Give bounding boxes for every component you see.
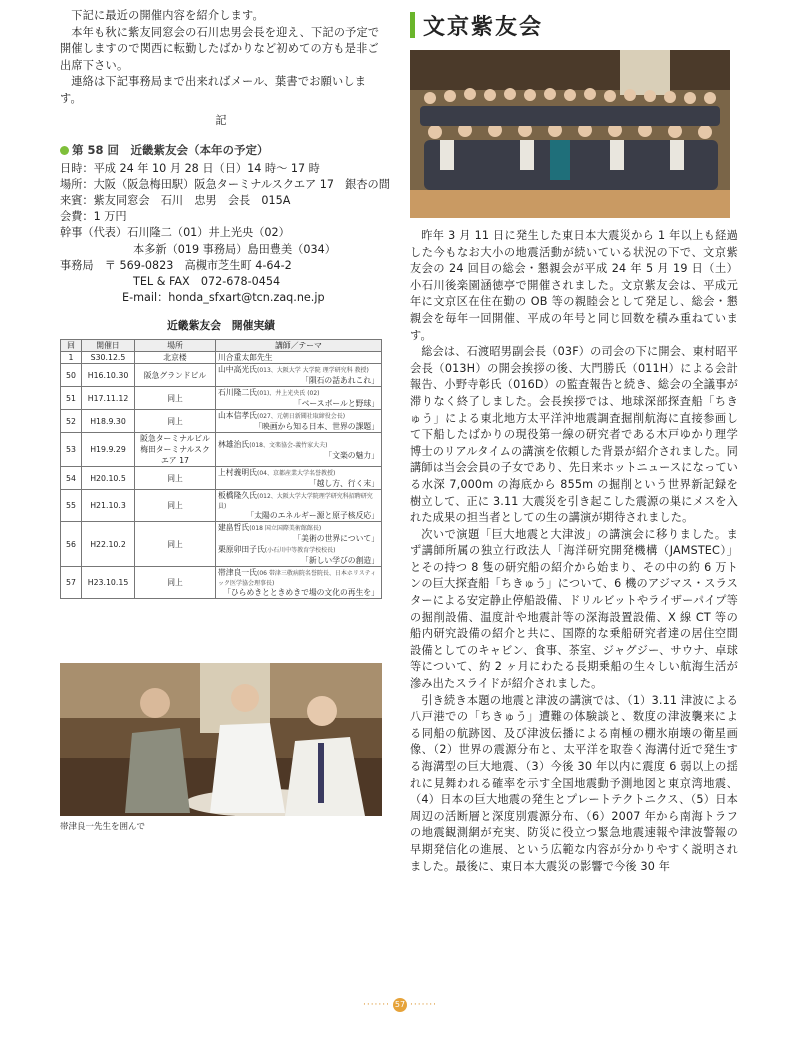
cell-speaker: [216, 490, 382, 522]
article-paragraph-2: 総会は、石渡昭男副会長（03F）の司会の下に開会、東村昭平会長（013H）の開会挨拶の後、大門勝氏（011H）による会計報告、小野寺彰氏（016D）の監査報告と続き、総会の全議事が滞りなく終了しました。会長挨拶では、地球深部探査船「ちきゅう」による東北地方太平洋沖地震調査掘削航海に直接参画して下船したばかりの現役第一線の研究者である木戸ゆかり理学博士のリアルタイムの講演を依頼した背景が紹介されました。同講師は当会会員の子女であり、先日来ホットニュースになっている水深 7,000m の海底から 855m の掘削という世界新記録を樹立して、正に 3.11 大震災を引き起こした震源の巣にメスを入れた成果の担当者としての生の講演が期待されました。: [410, 345, 738, 525]
speaker-note: (01)、井上光央氏 (02): [256, 390, 320, 398]
cell-speaker: [216, 433, 382, 467]
cell-speaker: [216, 467, 382, 490]
speaker-name: 帯津良一氏: [218, 568, 257, 578]
speaker-name: 川合重太郎先生: [218, 353, 273, 363]
article-paragraph-1: 昨年 3 月 11 日に発生した東日本大震災から 1 年以上も経過した今もなお大小の地震活動が続いている状況の下で、文京紫友会の 24 回目の総会・懇親会が平成 24 年 5 月 19 日（土）小石川後楽園涵徳亭で開催されました。文京紫友会は、平成元年に文京区在住在勤の OB 等の親睦会として発足し、総会・懇親会を毎年一回開催、平成の年号と同じ回数を積み重ねています。: [410, 229, 738, 342]
table-row: [61, 387, 382, 410]
cell-date: H18.9.30: [82, 410, 135, 433]
cell-place: 同上: [135, 567, 216, 599]
event-guest: 来賓：紫友同窓会 石川 忠男 会長 015A: [60, 193, 291, 207]
history-table: [60, 339, 382, 599]
left-column: [60, 8, 390, 599]
speaker-theme: 「ベースボールと野球」: [293, 399, 379, 409]
cell-place: 同上: [135, 467, 216, 490]
cell-speaker: [216, 522, 382, 567]
speaker-note: (013、大阪大学 大学院 理学研究科 教授): [256, 367, 369, 375]
col-header-place: 場所: [135, 340, 216, 352]
cell-place: 阪急ターミナルビル 梅田ターミナルスクエア 17: [135, 433, 216, 467]
speaker-name-2: 栗原卯田子氏: [218, 545, 265, 555]
cell-speaker: [216, 567, 382, 599]
event-place: 場所：大阪（阪急梅田駅）阪急ターミナルスクエア 17 銀杏の間: [60, 177, 390, 191]
table-row: [61, 433, 382, 467]
table-row: [61, 364, 382, 387]
bullet-icon: [60, 146, 69, 155]
cell-place: 同上: [135, 410, 216, 433]
table-row: [61, 352, 382, 364]
speaker-theme: 「ひらめきとときめきで場の文化の再生を」: [223, 588, 379, 598]
speaker-note-2: (小石川中等教育学校校長): [264, 547, 336, 555]
page-number-value: 57: [393, 998, 407, 1012]
article-paragraph-3: 次いで演題「巨大地震と大津波」の講演会に移りました。まず講師所属の独立行政法人「海洋研究開発機構（JAMSTEC）」とその持つ 8 隻の研究船の紹介から始まり、その中の約 6 万トンの巨大探査船「ちきゅう」について、6 機のアジマス・スラスターによる安定静止停船設備、ドリルビットやライザーパイプ等の掘削設備、温度計や地震計等の深海設置設備、X 線 CT 等の船内研究設備の紹介と共に、国際的な乗船研究者達の居住空間設備としてのキャビン、食事、茶室、ジャグジー、サウナ、卓球等について、約 2 ヶ月にわたる長期乗船の生々しい航海生活が滲み出たスライドが紹介されました。: [410, 527, 738, 691]
speaker-note: (018 国立国際美術館館長): [249, 525, 322, 533]
event-organizers-2: 本多新（019 事務局）島田豊美（034）: [133, 242, 336, 256]
cell-speaker: [216, 410, 382, 433]
cell-date: H23.10.15: [82, 567, 135, 599]
speaker-theme: 「越し方、行く末」: [308, 479, 379, 489]
cell-place: 同上: [135, 522, 216, 567]
event-fee: 会費：1 万円: [60, 210, 127, 224]
cell-number: 50: [61, 364, 82, 387]
speaker-theme: 「文楽の魅力」: [324, 450, 379, 460]
section-heading: [410, 10, 738, 40]
intro-paragraph-1: 下記に最近の開催内容を紹介します。: [71, 9, 264, 22]
speaker-name: 建畠哲氏: [218, 523, 250, 533]
speaker-theme: 「映画から知る日本、世界の課題」: [254, 422, 379, 432]
cell-date: H19.9.29: [82, 433, 135, 467]
cell-place: 阪急グランドビル: [135, 364, 216, 387]
page-dots-left: ·······: [362, 1000, 390, 1010]
speaker-note: (06 帯津三敬病院名誉院長、日本ホリスティック医学協会理事長): [218, 570, 377, 588]
cell-speaker: [216, 364, 382, 387]
speaker-note: (018、文楽協会-義竹家大夫): [249, 441, 328, 449]
cell-speaker: [216, 352, 382, 364]
page-number: [0, 998, 800, 1012]
table-row: [61, 567, 382, 599]
table-row: [61, 490, 382, 522]
page-dots-right: ·······: [410, 1000, 438, 1010]
speaker-name: 石川隆二氏: [218, 388, 257, 398]
right-column: [410, 8, 738, 875]
speaker-name: 林雄治氏: [218, 439, 250, 449]
speaker-theme: 「美術の世界について」: [293, 534, 379, 544]
cell-number: 56: [61, 522, 82, 567]
speaker-name: 上村義明氏: [218, 468, 257, 478]
cell-date: H17.11.12: [82, 387, 135, 410]
speaker-name: 山中高光氏: [218, 365, 257, 375]
group-photo-large: [410, 50, 730, 218]
cell-date: H20.10.5: [82, 467, 135, 490]
table-row: [61, 467, 382, 490]
event-email: E-mail：honda_sfxart@tcn.zaq.ne.jp: [122, 291, 325, 305]
photo-caption: 帯津良一先生を囲んで: [60, 822, 146, 832]
event-organizers: 幹事（代表）石川隆二（01）井上光央（02）: [60, 226, 290, 240]
cell-date: H21.10.3: [82, 490, 135, 522]
ki-mark: 記: [215, 113, 227, 127]
cell-number: 1: [61, 352, 82, 364]
speaker-theme: 「太陽のエネルギー源と原子核反応」: [246, 511, 379, 521]
cell-number: 51: [61, 387, 82, 410]
cell-speaker: [216, 387, 382, 410]
col-header-date: 開催日: [82, 340, 135, 352]
event-title: [60, 142, 382, 158]
col-header-no: 回: [61, 340, 82, 352]
cell-place: 同上: [135, 490, 216, 522]
event-title-text: 第 58 回 近畿紫友会（本年の予定）: [72, 142, 269, 157]
heading-bar: [410, 12, 415, 38]
cell-number: 55: [61, 490, 82, 522]
cell-number: 54: [61, 467, 82, 490]
group-photo-small: [60, 663, 382, 816]
cell-date: H22.10.2: [82, 522, 135, 567]
table-row: [61, 522, 382, 567]
speaker-note: (04、京都産業大学名誉教授): [256, 470, 336, 478]
cell-date: S30.12.5: [82, 352, 135, 364]
event-office: 事務局 〒 569-0823 高槻市芝生町 4-64-2: [60, 258, 292, 272]
event-tel: TEL & FAX 072-678-0454: [133, 274, 281, 288]
section-title: 文京紫友会: [423, 14, 544, 40]
table-row: [61, 410, 382, 433]
speaker-note: (012、大阪大学大学院理学研究科招聘研究員): [218, 493, 373, 511]
intro-paragraph-2: 本年も秋に紫友同窓会の石川忠男会長を迎え、下記の予定で開催しますので関西に転勤したばかりなど初めての方も是非ご出席下さい。: [60, 25, 380, 72]
cell-number: 53: [61, 433, 82, 467]
cell-date: H16.10.30: [82, 364, 135, 387]
cell-place: 同上: [135, 387, 216, 410]
speaker-name: 板橋隆久氏: [218, 491, 257, 501]
intro-paragraph-3: 連絡は下記事務局まで出来ればメール、葉書でお願いします。: [60, 75, 367, 105]
cell-place: 北京楼: [135, 352, 216, 364]
event-date: 日時：平成 24 年 10 月 28 日（日）14 時～ 17 時: [60, 161, 320, 175]
table-title: 近畿紫友会 開催実績: [167, 319, 275, 333]
cell-number: 57: [61, 567, 82, 599]
speaker-theme-2: 「新しい学びの創造」: [301, 556, 379, 566]
cell-number: 52: [61, 410, 82, 433]
col-header-speaker: 講師／テーマ: [216, 340, 382, 352]
speaker-name: 山本信孝氏: [218, 411, 257, 421]
speaker-theme: 「隕石の話あれこれ」: [301, 376, 379, 386]
article-paragraph-4: 引き続き本題の地震と津波の講演では、（1）3.11 津波による八戸港での「ちきゅう」遭難の体験談と、数度の津波襲来による同船の航跡図、及び津波伝播による南極の棚氷崩壊の衛星画像、（2）世界の震源分布と、太平洋を取巻く海溝付近で発生する海溝型の巨大地震、（3）今後 30 年以内に震度 6 弱以上の揺れに見舞われる確率を示す全国地震動予測地図と東京湾地震、（4）日本の巨大地震の発生とプレートテクトニクス、（5）日本周辺の活断層と深度別震源分布、（6）2007 年から南海トラフの地震観測網が充実、防災に役立つ緊急地震速報や津波警報の早期発信化の進展、という広範な内容が分かりやすく説明されました。最後に、東日本大震災の影響で今後 30 年: [410, 693, 738, 873]
speaker-note: (027、元朝日新聞社取締役会長): [256, 413, 346, 421]
